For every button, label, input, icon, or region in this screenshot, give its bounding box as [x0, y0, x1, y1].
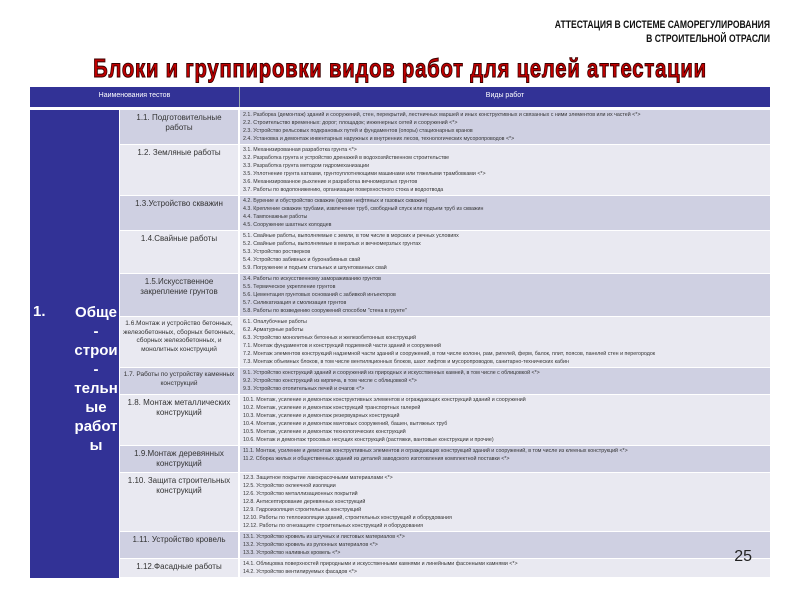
work-item: 2.2. Строительство временных: дорог; площадок; инженерных сетей и сооружений <*> [243, 120, 458, 126]
work-item: 10.4. Монтаж, усиление и демонтаж мачтовых сооружений, башен, вытяжных труб [243, 421, 448, 427]
test-name: 1.2. Земляные работы [120, 145, 240, 195]
slide-title: Блоки и группировки видов работ для целей аттестации [93, 53, 707, 83]
work-item: 4.3. Крепление скважин трубами, извлечение труб, свободный спуск или подъем труб из скважин [243, 206, 484, 212]
work-item: 4.5. Сооружение шахтных колодцев [243, 222, 332, 228]
work-item: 12.8. Антисептирование деревянных конструкций [243, 499, 366, 505]
test-name: 1.10. Защита строительных конструкций [120, 473, 240, 531]
test-name: 1.11. Устройство кровель [120, 532, 240, 558]
header-line2: В СТРОИТЕЛЬНОЙ ОТРАСЛИ [646, 33, 770, 45]
work-item: 12.3. Защитное покрытие лакокрасочными материалами <*> [243, 475, 393, 481]
work-item: 10.1. Монтаж, усиление и демонтаж конструктивных элементов и ограждающих конструкций зданий и сооружений [243, 397, 526, 403]
works-table [30, 87, 770, 578]
work-item: 3.3. Разработка грунта методом гидромеханизации [243, 163, 370, 169]
work-item: 6.3. Устройство монолитных бетонных и железобетонных конструкций [243, 335, 416, 341]
col-header-tests: Наименования тестов [30, 87, 240, 107]
works-list [240, 110, 770, 144]
table-row [120, 231, 770, 274]
work-item: 3.6. Механизированное рыхление и разработка вечномерзлых грунтов [243, 179, 418, 185]
work-item: 5.7. Силикатизация и смолизация грунтов [243, 300, 347, 306]
work-item: 5.1. Свайные работы, выполняемые с земли, в том числе в морских и речных условиях [243, 233, 459, 239]
table-row [120, 368, 770, 395]
work-item: 13.3. Устройство наливных кровель <*> [243, 550, 341, 556]
work-item: 10.2. Монтаж, усиление и демонтаж конструкций транспортных галерей [243, 405, 421, 411]
works-list [240, 317, 770, 367]
block-name: Обще - строи - тельн ые работ ы [74, 304, 118, 454]
col-header-works: Виды работ [485, 92, 525, 99]
work-item: 3.1. Механизированная разработка грунта <*> [243, 147, 357, 153]
table-row [120, 317, 770, 368]
page-number: 25 [734, 548, 752, 565]
work-item: 3.5. Уплотнение грунта катками, грунтоуплотняющими машинами или тяжелыми трамбовками <*> [243, 171, 486, 177]
work-item: 11.2. Сборка жилых и общественных зданий из деталей заводского изготовления комплектной поставки <*> [243, 456, 510, 462]
table-row [120, 532, 770, 559]
works-list [240, 196, 770, 230]
table-row [120, 395, 770, 446]
work-item: 5.8. Работы по возведению сооружений способом "стена в грунте" [243, 308, 407, 314]
table-row [120, 274, 770, 317]
header-line1: АТТЕСТАЦИЯ В СИСТЕМЕ САМОРЕГУЛИРОВАНИЯ [554, 19, 770, 31]
test-name: 1.3.Устройство скважин [120, 196, 240, 230]
work-item: 5.2. Свайные работы, выполняемые в мерзлых и вечномерзлых грунтах [243, 241, 421, 247]
works-list [240, 446, 770, 472]
work-item: 10.3. Монтаж, усиление и демонтаж резервуарных конструкций [243, 413, 400, 419]
work-item: 11.1. Монтаж, усиление и демонтаж конструктивных элементов и ограждающих конструкций зданий и сооружений, в том числе из клееных конструкций <*> [243, 448, 628, 454]
test-name: 1.5.Искусственное закрепление грунтов [120, 274, 240, 316]
work-item: 3.7. Работы по водопонижению, организации поверхностного стока и водоотвода [243, 187, 444, 193]
works-list [240, 231, 770, 273]
work-item: 7.2. Монтаж элементов конструкций надземной части зданий и сооружений, в том числе колонн, рам, ригелей, ферм, балок, плит, поясов, панелей стен и перегородок [243, 351, 656, 357]
work-item: 12.6. Устройство металлизационных покрытий [243, 491, 358, 497]
table-row [120, 145, 770, 196]
test-name: 1.6.Монтаж и устройство бетонных, железобетонных, сборных бетонных, сборных железобетонных, и монолитных конструкций [120, 317, 240, 367]
work-item: 5.9. Погружение и подъем стальных и шпунтованных свай [243, 265, 387, 271]
test-name: 1.7. Работы по устройству каменных конструкций [120, 368, 240, 394]
works-list [240, 274, 770, 316]
works-list [240, 473, 770, 531]
works-list [240, 559, 770, 577]
work-item: 3.4. Работы по искусственному замораживанию грунтов [243, 276, 381, 282]
table-row [120, 110, 770, 145]
header-caption [555, 18, 770, 46]
table-row [120, 473, 770, 532]
work-item: 4.2. Бурение и обустройство скважин (кроме нефтяных и газовых скважин) [243, 198, 428, 204]
table-row [120, 196, 770, 231]
work-item: 5.3. Устройство ростверков [243, 249, 311, 255]
work-item: 2.4. Установка и демонтаж инвентарных наружных и внутренних лесов, технологических мусоропроводов <*> [243, 136, 515, 142]
work-item: 2.1. Разборка (демонтаж) зданий и сооружений, стен, перекрытий, лестничных маршей и иных конструктивных и связанных с ними элементов или их частей <*> [243, 112, 641, 118]
work-item: 12.9. Гидроизоляция строительных конструкций [243, 507, 362, 513]
test-name: 1.4.Свайные работы [120, 231, 240, 273]
work-item: 5.6. Цементация грунтовых оснований с забивкой инъекторов [243, 292, 396, 298]
test-name: 1.12.Фасадные работы [120, 559, 240, 577]
work-item: 14.1. Облицовка поверхностей природными и искусственными камнями и линейными фасонными камнями <*> [243, 561, 518, 567]
work-item: 14.2. Устройство вентилируемых фасадов <*> [243, 569, 357, 575]
work-item: 12.10. Работы по теплоизоляции зданий, строительных конструкций и оборудования [243, 515, 452, 521]
work-item: 5.5. Термическое укрепление грунтов [243, 284, 336, 290]
work-item: 10.5. Монтаж, усиление и демонтаж технологических конструкций [243, 429, 406, 435]
work-item: 3.2. Разработка грунта и устройство дренажей в водохозяйственном строительстве [243, 155, 450, 161]
work-item: 6.1. Опалубочные работы [243, 319, 307, 325]
works-list [240, 532, 770, 558]
work-item: 9.1. Устройство конструкций зданий и сооружений из природных и искусственных камней, в том числе с облицовкой <*> [243, 370, 540, 376]
table-row [120, 446, 770, 473]
work-item: 13.2. Устройство кровель из рулонных материалов <*> [243, 542, 378, 548]
table-rows [120, 110, 770, 578]
works-list [240, 395, 770, 445]
work-item: 7.1. Монтаж фундаментов и конструкций подземной части зданий и сооружений [243, 343, 441, 349]
work-item: 4.4. Тампонажные работы [243, 214, 308, 220]
work-item: 12.5. Устройство оклеечной изоляции [243, 483, 336, 489]
block-number: 1. [33, 303, 46, 320]
works-list [240, 145, 770, 195]
block-cell [30, 110, 120, 578]
work-item: 6.2. Арматурные работы [243, 327, 304, 333]
work-item: 9.2. Устройство конструкций из кирпича, в том числе с облицовкой <*> [243, 378, 417, 384]
work-item: 13.1. Устройство кровель из штучных и листовых материалов <*> [243, 534, 405, 540]
test-name: 1.1. Подготовительные работы [120, 110, 240, 144]
work-item: 5.4. Устройство забивных и буронабивных свай [243, 257, 361, 263]
work-item: 2.3. Устройство рельсовых подкрановых путей и фундаментов (опоры) стационарных кранов [243, 128, 473, 134]
work-item: 12.12. Работы по огнезащите строительных конструкций и оборудования [243, 523, 424, 529]
table-header [30, 87, 770, 110]
work-item [243, 463, 767, 471]
table-row [120, 559, 770, 578]
test-name: 1.9.Монтаж деревянных конструкций [120, 446, 240, 472]
work-item: 7.3. Монтаж объемных блоков, в том числе вентиляционных блоков, шахт лифтов и мусоропроводов, санитарно-технических кабин [243, 359, 569, 365]
work-item: 10.6. Монтаж и демонтаж тросовых несущих конструкций (растяжки, вантовые конструкции и прочие) [243, 437, 494, 443]
test-name: 1.8. Монтаж металлических конструкций [120, 395, 240, 445]
works-list [240, 368, 770, 394]
work-item: 9.3. Устройство отопительных печей и очагов <*> [243, 386, 365, 392]
